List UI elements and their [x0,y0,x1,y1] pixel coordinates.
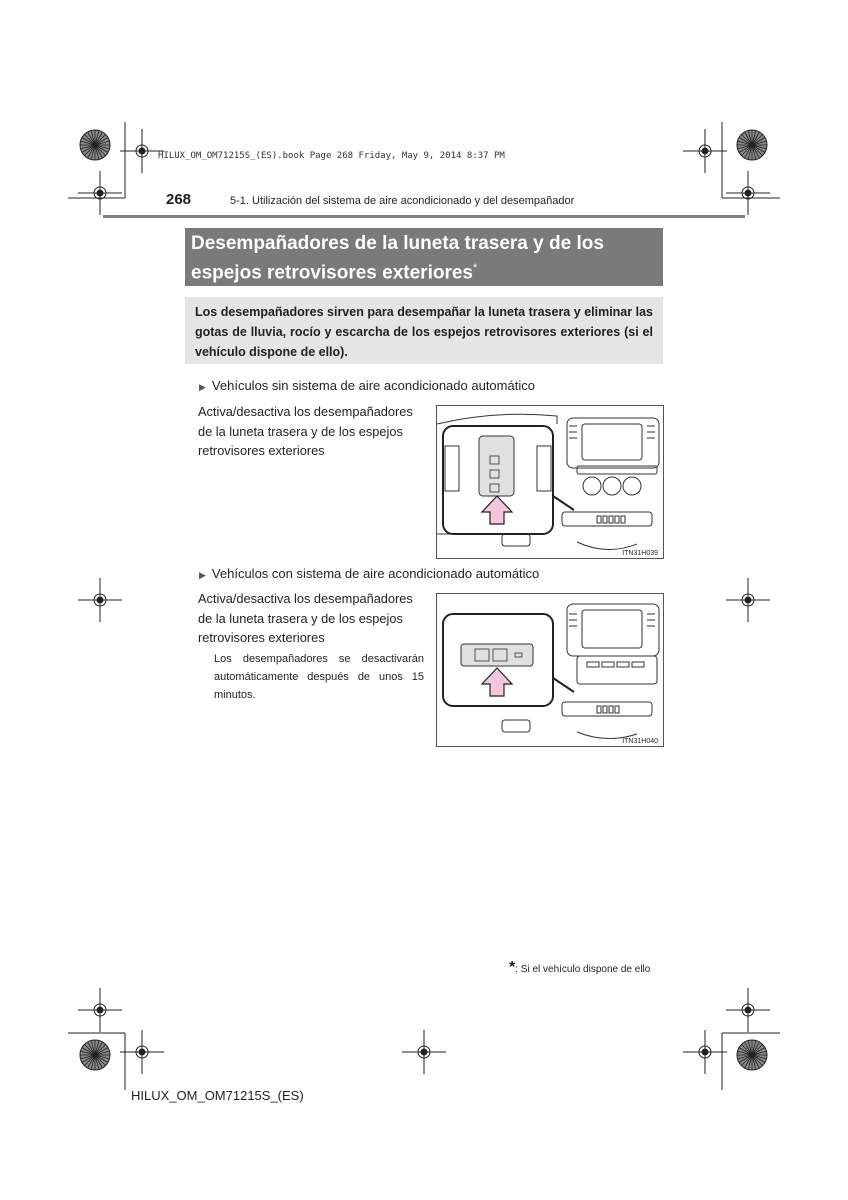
footnote-marker: * [509,959,516,976]
page-title-text: Desempañadores de la luneta trasera y de los espejos retrovisores exteriores [191,233,604,284]
registration-rosette [80,130,110,160]
page-title [185,228,663,286]
dashboard-illustration [437,406,664,559]
registration-crosshair [136,1046,148,1058]
registration-crosshair [136,145,148,157]
registration-rosette [737,1040,767,1070]
footnote-text: : Si el vehículo dispone de ello [515,964,651,975]
triangle-bullet-icon: ▶ [199,382,206,392]
registration-rosette [737,130,767,160]
registration-crosshair [418,1046,430,1058]
triangle-bullet-icon: ▶ [199,570,206,580]
figure-dashboard-manual-ac [436,405,664,559]
section-2-heading [199,566,539,581]
intro-box: Los desempañadores sirven para desempañar la luneta trasera y eliminar las gotas de lluvia, rocío y escarcha de los espejos retrovisores exteriores (si el vehículo dispone de ello). [185,297,663,364]
registration-crosshair [742,187,754,199]
registration-crosshair [742,1004,754,1016]
figure-1-label: ITN31H039 [622,550,658,557]
section-1-heading [199,378,535,393]
registration-crosshair [94,187,106,199]
registration-crosshair [94,594,106,606]
header-rule [103,215,745,218]
registration-crosshair [742,594,754,606]
section-heading: 5-1. Utilización del sistema de aire acondicionado y del desempañador [230,195,575,207]
registration-crosshair [699,145,711,157]
figure-dashboard-auto-ac [436,593,664,747]
registration-crosshair [94,1004,106,1016]
print-info: HILUX_OM_OM71215S_(ES).book Page 268 Friday, May 9, 2014 8:37 PM [158,151,505,161]
dashboard-illustration [437,594,664,747]
section-1-description: Activa/desactiva los desempañadores de la luneta trasera y de los espejos retrovisores exteriores [198,404,413,458]
title-footnote-marker: * [473,262,478,274]
page-number: 268 [166,191,192,208]
section-2-heading-text: Vehículos con sistema de aire acondicionado automático [211,566,540,581]
section-1-heading-text: Vehículos sin sistema de aire acondicionado automático [211,378,535,393]
section-2-description: Activa/desactiva los desempañadores de la luneta trasera y de los espejos retrovisores exteriores [198,591,413,645]
section-2-note: Los desempañadores se desactivarán automáticamente después de unos 15 minutos. [214,653,424,701]
registration-rosette [80,1040,110,1070]
figure-2-label: ITN31H040 [622,738,658,745]
footnote [509,959,650,977]
registration-crosshair [699,1046,711,1058]
footer-document-id: HILUX_OM_OM71215S_(ES) [131,1088,304,1103]
